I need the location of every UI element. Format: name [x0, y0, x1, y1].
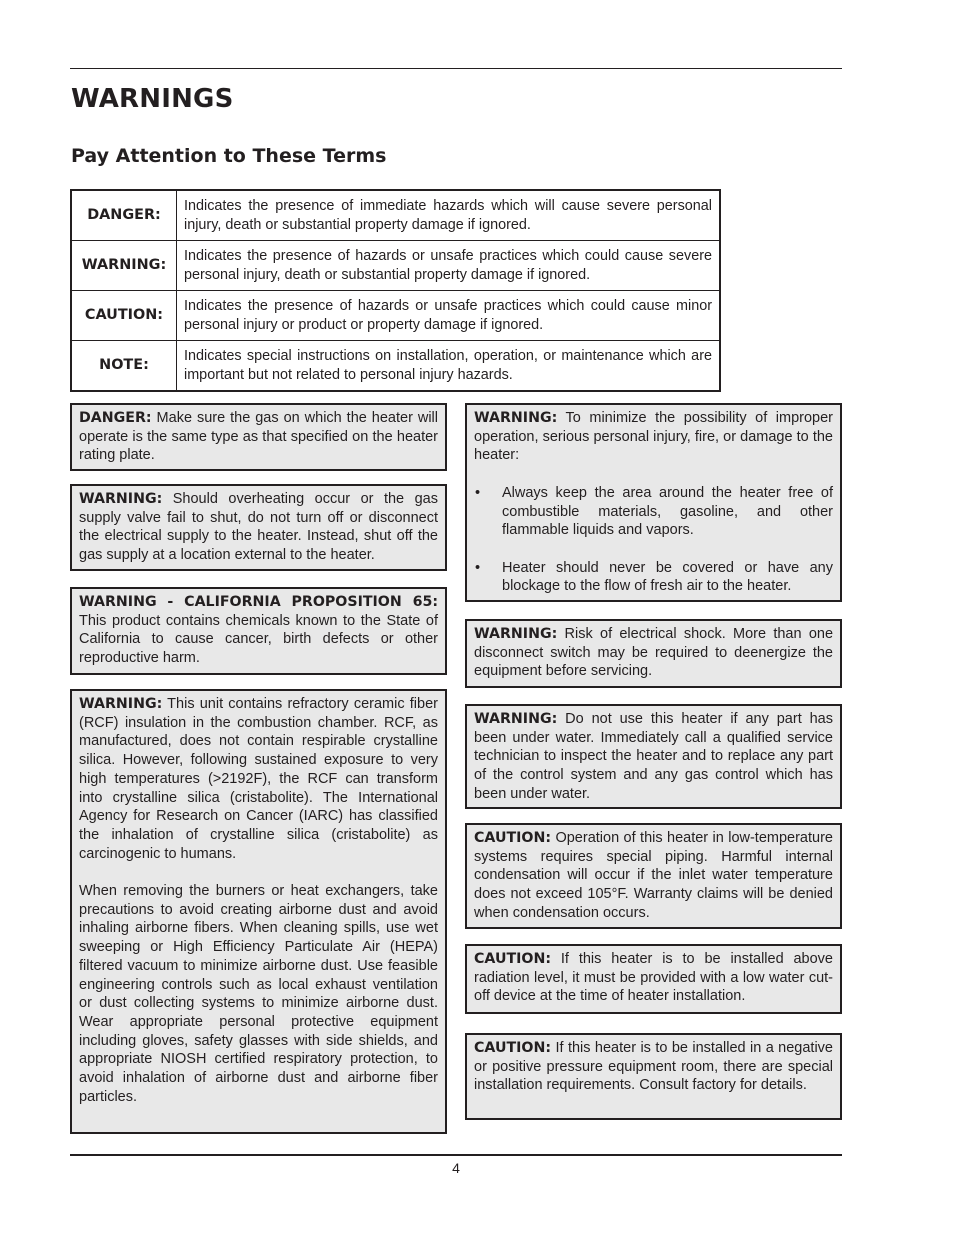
box-label: CAUTION: [474, 830, 552, 846]
box-label: WARNING: [474, 626, 558, 642]
warning-under-water-box [465, 704, 842, 809]
list-item [474, 559, 833, 596]
bullet-icon: • [475, 559, 481, 576]
box-label: WARNING: [474, 711, 558, 727]
box-label: WARNING: [79, 491, 163, 507]
caution-low-temperature-box [465, 823, 842, 929]
bullet-list [474, 484, 833, 596]
box-text: Make sure the gas on which the heater will operate is the same type as that specified on the heater rating plate. [79, 410, 438, 464]
bottom-rule [70, 1154, 842, 1156]
warning-improper-operation-box [465, 403, 842, 602]
box-label: WARNING - CALIFORNIA PROPOSITION 65: [79, 594, 438, 610]
box-text: This unit contains refractory ceramic fiber (RCF) insulation in the combustion chamber. RCF, as manufactured, does not contain respirable crystalline silica. However, following sustained exposure to very high temperatures (>2192F), the RCF can transform into crystalline silica (cristabolite). The International Agency for Research on Cancer (IARC) has classified the inhalation of crystalline silica (cristabolite) as carcinogenic to humans. [79, 696, 438, 862]
box-label: CAUTION: [474, 951, 552, 967]
box-label: DANGER: [79, 410, 152, 426]
page-title: WARNINGS [71, 84, 234, 114]
term-note: NOTE: [71, 341, 177, 392]
section-subtitle: Pay Attention to These Terms [71, 145, 387, 167]
warning-rcf-box [70, 689, 447, 1134]
caution-radiation-level-box [465, 944, 842, 1014]
warning-prop65-box [70, 587, 447, 675]
box-text: If this heater is to be installed in a negative or positive pressure equipment room, there are special installation requirements. Consult factory for details. [474, 1040, 833, 1094]
terms-table [70, 189, 721, 392]
box-text: Should overheating occur or the gas supply valve fail to shut, do not turn off or disconnect the electrical supply to the heater. Instead, shut off the gas supply at a location external to the heater. [79, 491, 438, 564]
danger-gas-type-box [70, 403, 447, 471]
box-text-paragraph-2: When removing the burners or heat exchangers, take precautions to avoid creating airborne dust and avoid inhaling airborne fibers. When cleaning spills, use wet sweeping or High Efficiency Particulate Air (HEPA) filtered vacuum to minimize airborne dust. Use feasible engineering controls such as local exhaust ventilation or dust collecting systems to minimize airborne dust. Wear appropriate personal protective equipment including gloves, safety glasses with side shields, and appropriate NIOSH certified respiratory protection, to avoid inhalation of airborne dust and airborne fiber particles. [79, 883, 438, 1105]
top-rule [70, 68, 842, 69]
table-row [71, 291, 720, 341]
bullet-icon: • [475, 484, 481, 501]
term-warning-definition: Indicates the presence of hazards or unsafe practices which could cause severe personal injury, death or substantial property damage if ignored. [177, 241, 721, 291]
page-number: 4 [452, 1160, 460, 1176]
table-row [71, 190, 720, 241]
term-caution-definition: Indicates the presence of hazards or unsafe practices which could cause minor personal injury or product or property damage if ignored. [177, 291, 721, 341]
term-caution: CAUTION: [71, 291, 177, 341]
list-item-text: Heater should never be covered or have any blockage to the flow of fresh air to the heater. [502, 559, 833, 595]
warning-electrical-shock-box [465, 619, 842, 688]
table-row [71, 341, 720, 392]
warning-overheating-box [70, 484, 447, 571]
box-text: Risk of electrical shock. More than one disconnect switch may be required to deenergize the equipment before servicing. [474, 626, 834, 680]
box-label: CAUTION: [474, 1040, 552, 1056]
term-note-definition: Indicates special instructions on installation, operation, or maintenance which are important but not related to personal injury hazards. [177, 341, 721, 392]
box-label: WARNING: [79, 696, 163, 712]
term-warning: WARNING: [71, 241, 177, 291]
box-label: WARNING: [474, 410, 558, 426]
table-row [71, 241, 720, 291]
box-text: This product contains chemicals known to the State of California to cause cancer, birth defects or other reproductive harm. [79, 612, 438, 667]
box-text: Operation of this heater in low-temperature systems requires special piping. Harmful internal condensation will occur if the inlet water temperature does not exceed 105°F. Warranty claims will be denied when condensation occurs. [474, 830, 833, 921]
box-text: Do not use this heater if any part has been under water. Immediately call a qualified service technician to inspect the heater and to replace any part of the control system and any gas control which has been under water. [474, 711, 833, 802]
caution-pressure-room-box [465, 1033, 842, 1120]
term-danger: DANGER: [71, 190, 177, 241]
box-text: To minimize the possibility of improper operation, serious personal injury, fire, or damage to the heater: [474, 410, 833, 464]
list-item [474, 484, 833, 540]
list-item-text: Always keep the area around the heater free of combustible materials, gasoline, and other flammable liquids and vapors. [502, 484, 833, 539]
box-text: If this heater is to be installed above radiation level, it must be provided with a low water cut-off device at the time of heater installation. [474, 951, 833, 1005]
term-danger-definition: Indicates the presence of immediate hazards which will cause severe personal injury, death or substantial property damage if ignored. [177, 190, 721, 241]
